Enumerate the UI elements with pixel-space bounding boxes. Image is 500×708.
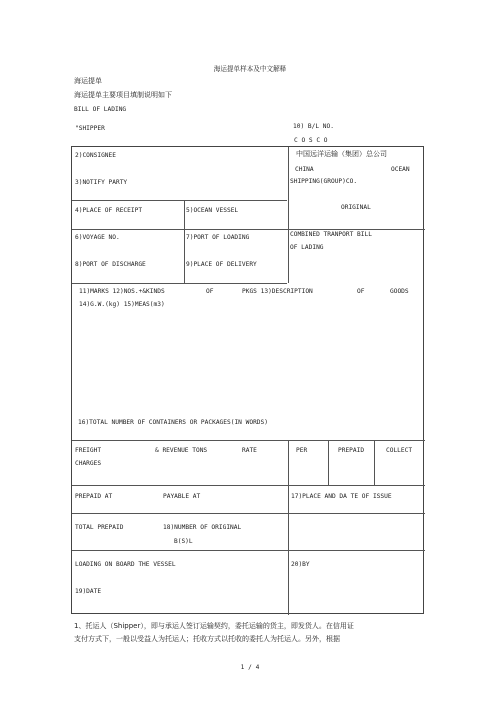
- form-divider: [72, 485, 425, 486]
- prepaid-label: PREPAID: [338, 447, 365, 454]
- cosco-chinese-name: 中国远洋运输（集团）总公司: [296, 150, 387, 158]
- form-divider: [72, 283, 287, 284]
- bsl-label: B(S)L: [174, 538, 193, 545]
- heading-instructions: 海运提单主要项目填制说明如下: [74, 91, 172, 99]
- marks-label: 11)MARKS 12)NOS.+&KINDS: [79, 288, 165, 295]
- document-title: 海运提单样本及中文解释: [213, 65, 287, 73]
- place-of-delivery-label: 9)PLACE OF DELIVERY: [186, 261, 257, 268]
- charges-label: CHARGES: [75, 460, 102, 467]
- bill-of-lading-form: [71, 146, 424, 614]
- description-of-label: OF: [357, 288, 365, 295]
- ocean-vessel-label: 5)OCEAN VESSEL: [186, 207, 239, 214]
- page-number: 1 / 4: [240, 664, 260, 671]
- port-of-discharge-label: 8)PORT OF DISCHARGE: [75, 261, 146, 268]
- total-containers-label: 16)TOTAL NUMBER OF CONTAINERS OR PACKAGES(IN WORDS): [78, 419, 268, 426]
- heading-bill-of-lading: BILL OF LADING: [74, 106, 127, 113]
- form-divider: [72, 229, 425, 230]
- body-paragraph-line-2: 支付方式下，一般以受益人为托运人；托收方式以托收的委托人为托运人。另外，根据: [74, 635, 340, 643]
- port-of-loading-label: 7)PORT OF LOADING: [186, 234, 250, 241]
- shipping-group-label: SHIPPING(GROUP)CO.: [290, 178, 358, 185]
- goods-label: GOODS: [390, 288, 409, 295]
- collect-label: COLLECT: [386, 447, 413, 454]
- china-label: CHINA: [295, 166, 314, 173]
- freight-label: FREIGHT: [75, 447, 102, 454]
- number-of-original-label: 18)NUMBER OF ORIGINAL: [163, 524, 242, 531]
- heading-ocean-bill: 海运提单: [74, 77, 102, 85]
- original-label: ORIGINAL: [341, 204, 371, 211]
- revenue-tons-label: & REVENUE TONS: [155, 447, 208, 454]
- gross-weight-measure-label: 14)G.W.(kg) 15)MEAS(m3): [79, 301, 165, 308]
- date-label: 19)DATE: [75, 588, 102, 595]
- place-date-issue-label: 17)PLACE AND DA TE OF ISSUE: [291, 493, 392, 500]
- combined-transport-label-1: COMBINED TRANPORT BILL: [290, 231, 372, 238]
- voyage-no-label: 6)VOYAGE NO.: [75, 234, 120, 241]
- form-divider: [72, 513, 425, 514]
- ocean-label: OCEAN: [391, 166, 410, 173]
- form-divider: [374, 440, 375, 485]
- loading-on-board-label: LOADING ON BOARD THE VESSEL: [75, 561, 176, 568]
- per-label: PER: [296, 447, 308, 454]
- form-divider: [288, 147, 289, 283]
- form-divider: [72, 200, 287, 201]
- place-of-receipt-label: 4)PLACE OF RECEIPT: [75, 207, 143, 214]
- cosco-label: C O S C O: [294, 137, 328, 144]
- shipper-label: "SHIPPER: [75, 125, 105, 132]
- form-divider: [328, 440, 329, 485]
- by-label: 20)BY: [291, 561, 310, 568]
- form-divider: [72, 550, 425, 551]
- form-divider: [288, 440, 289, 615]
- form-divider: [184, 201, 185, 283]
- consignee-label: 2)CONSIGNEE: [75, 152, 116, 159]
- notify-party-label: 3)NOTIFY PARTY: [75, 179, 128, 186]
- body-paragraph-line-1: 1、托运人（Shipper），即与承运人签订运输契约，委托运输的货主，即发货人。在信用证: [74, 622, 354, 630]
- prepaid-at-label: PREPAID AT: [75, 493, 113, 500]
- rate-label: RATE: [242, 447, 257, 454]
- marks-of-label: OF: [206, 288, 214, 295]
- total-prepaid-label: TOTAL PREPAID: [75, 524, 124, 531]
- form-divider: [72, 440, 425, 441]
- combined-transport-label-2: OF LADING: [290, 244, 324, 251]
- payable-at-label: PAYABLE AT: [163, 493, 201, 500]
- bl-no-label: 10) B/L NO.: [293, 123, 334, 130]
- pkgs-description-label: PKGS 13)DESCRIPTION: [242, 288, 313, 295]
